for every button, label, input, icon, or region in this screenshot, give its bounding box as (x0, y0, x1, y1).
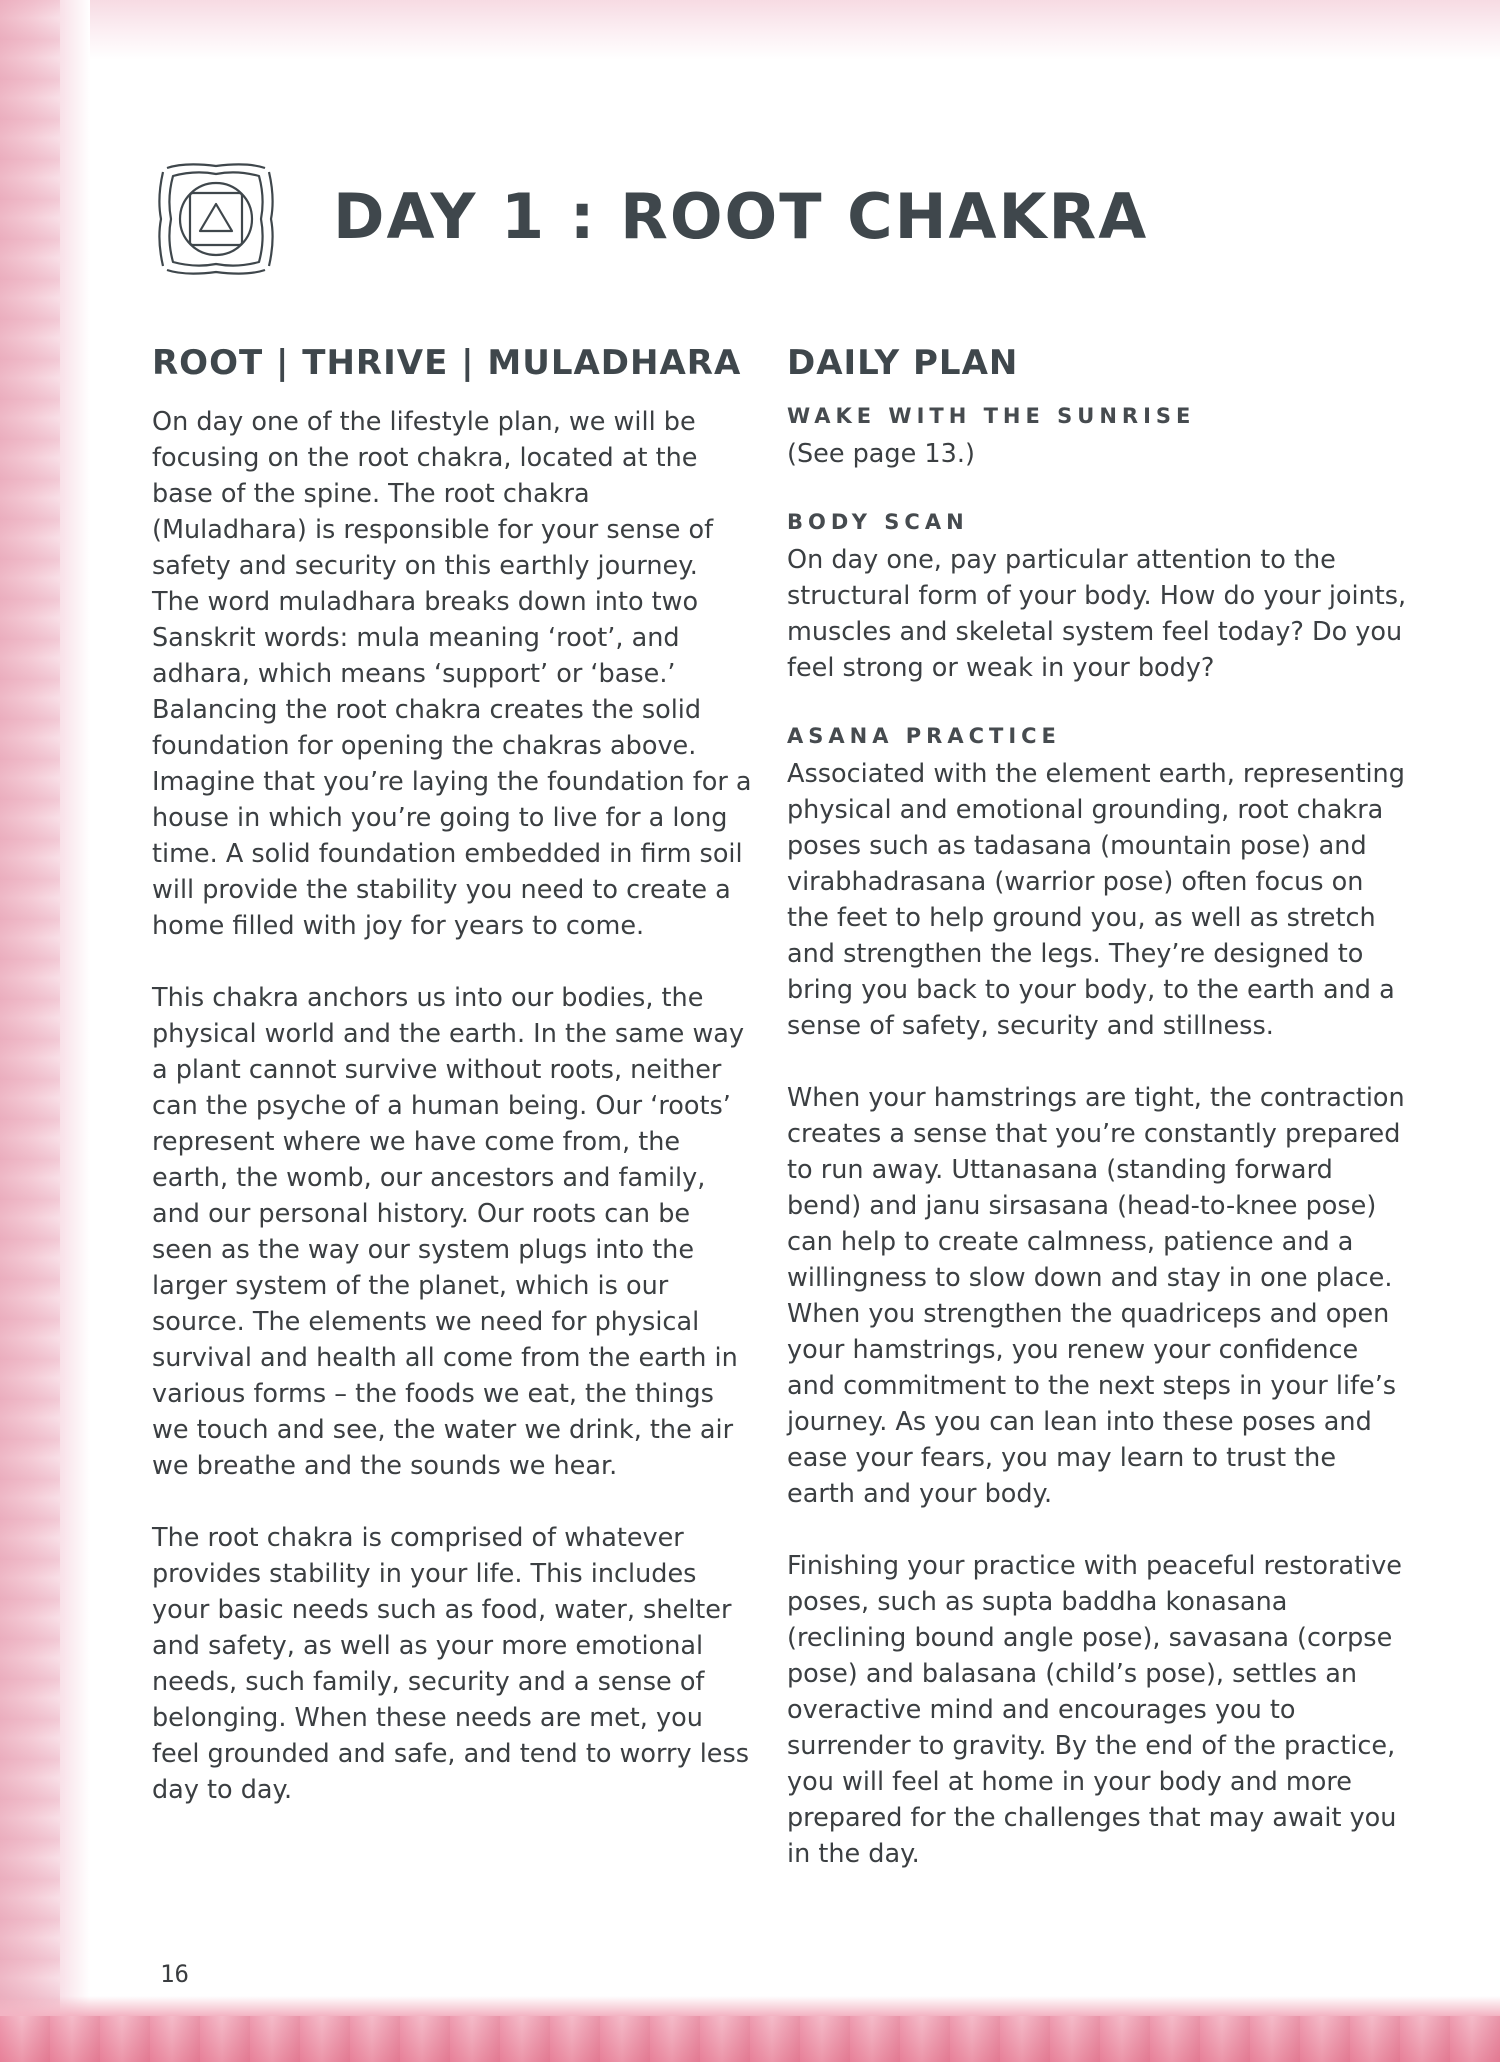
asana-section (787, 716, 1407, 1872)
body-paragraph: This chakra anchors us into our bodies, the physical world and the earth. In the same way a plant cannot survive without roots, neither can the psyche of a human being. Our ‘roots’ represent where we have come from, the earth, the womb, our ancestors and family, and our personal history. Our roots can be seen as the way our system plugs into the larger system of the planet, which is our source. The elements we need for physical survival and health all come from the earth in various forms – the foods we eat, the things we touch and see, the water we drink, the air we breathe and the sounds we hear. (152, 983, 745, 1481)
page-number: 16 (160, 1960, 189, 1988)
page-title: DAY 1 : ROOT CHAKRA (333, 180, 1149, 253)
section-paragraph: On day one, pay particular attention to the structural form of your body. How do your joints, muscles and skeletal system feel today? Do you feel strong or weak in your body? (787, 545, 1407, 683)
section-paragraph: When your hamstrings are tight, the contraction creates a sense that you’re constantly prepared to run away. Uttanasana (standing forward bend) and janu sirsasana (head-to-knee pose) can help to create calmness, patience and a willingness to slow down and stay in one place. When you strengthen the quadriceps and open your hamstrings, you renew your confidence and commitment to the next steps in your life’s journey. As you can lean into these poses and ease your fears, you may learn to trust the earth and your body. (787, 1083, 1405, 1509)
wake-section (787, 396, 1407, 472)
right-column (787, 330, 1407, 1908)
section-paragraph: Finishing your practice with peaceful restorative poses, such as supta baddha konasana (reclining bound angle pose), savasana (corpse pose) and balasana (child’s pose), settles an overactive mind and encourages you to surrender to gravity. By the end of the practice, you will feel at home in your body and more prepared for the challenges that may await you in the day. (787, 1551, 1403, 1869)
section-subheading: ASANA PRACTICE (787, 724, 1061, 748)
section-paragraph: Associated with the element earth, representing physical and emotional grounding, root chakra poses such as tadasana (mountain pose) and virabhadrasana (warrior pose) often focus on the feet to help ground you, as well as stretch and strengthen the legs. They’re designed to bring you back to your body, to the earth and a sense of safety, security and stillness. (787, 759, 1405, 1041)
daily-plan-heading: DAILY PLAN (787, 343, 1019, 383)
root-chakra-icon (155, 158, 277, 280)
body-paragraph: The root chakra is comprised of whatever provides stability in your life. This includes your basic needs such as food, water, shelter and safety, as well as your more emotional needs, such family, security and a sense of belonging. When these needs are met, you feel grounded and safe, and tend to worry less day to day. (152, 1523, 750, 1805)
page-edge-bottom (0, 1996, 1500, 2062)
title-row (155, 150, 1255, 290)
page-edge-top (0, 0, 1500, 60)
section-subheading: BODY SCAN (787, 510, 969, 534)
intro-paragraph: On day one of the lifestyle plan, we will be focusing on the root chakra, located at the base of the spine. The root chakra (Muladhara) is responsible for your sense of safety and security on this earthly journey. The word muladhara breaks down into two Sanskrit words: mula meaning ‘root’, and adhara, which means ‘support’ or ‘base.’ Balancing the root chakra creates the solid foundation for opening the chakras above. Imagine that you’re laying the foundation for a house in which you’re going to live for a long time. A solid foundation embedded in firm soil will provide the stability you need to create a home filled with joy for years to come. (152, 407, 752, 941)
section-subheading: WAKE WITH THE SUNRISE (787, 404, 1196, 428)
page-edge-left (0, 0, 90, 2062)
left-column (152, 330, 752, 1844)
left-column-heading: ROOT | THRIVE | MULADHARA (152, 343, 742, 383)
page-reference: (See page 13.) (787, 439, 975, 469)
body-scan-section (787, 502, 1407, 686)
